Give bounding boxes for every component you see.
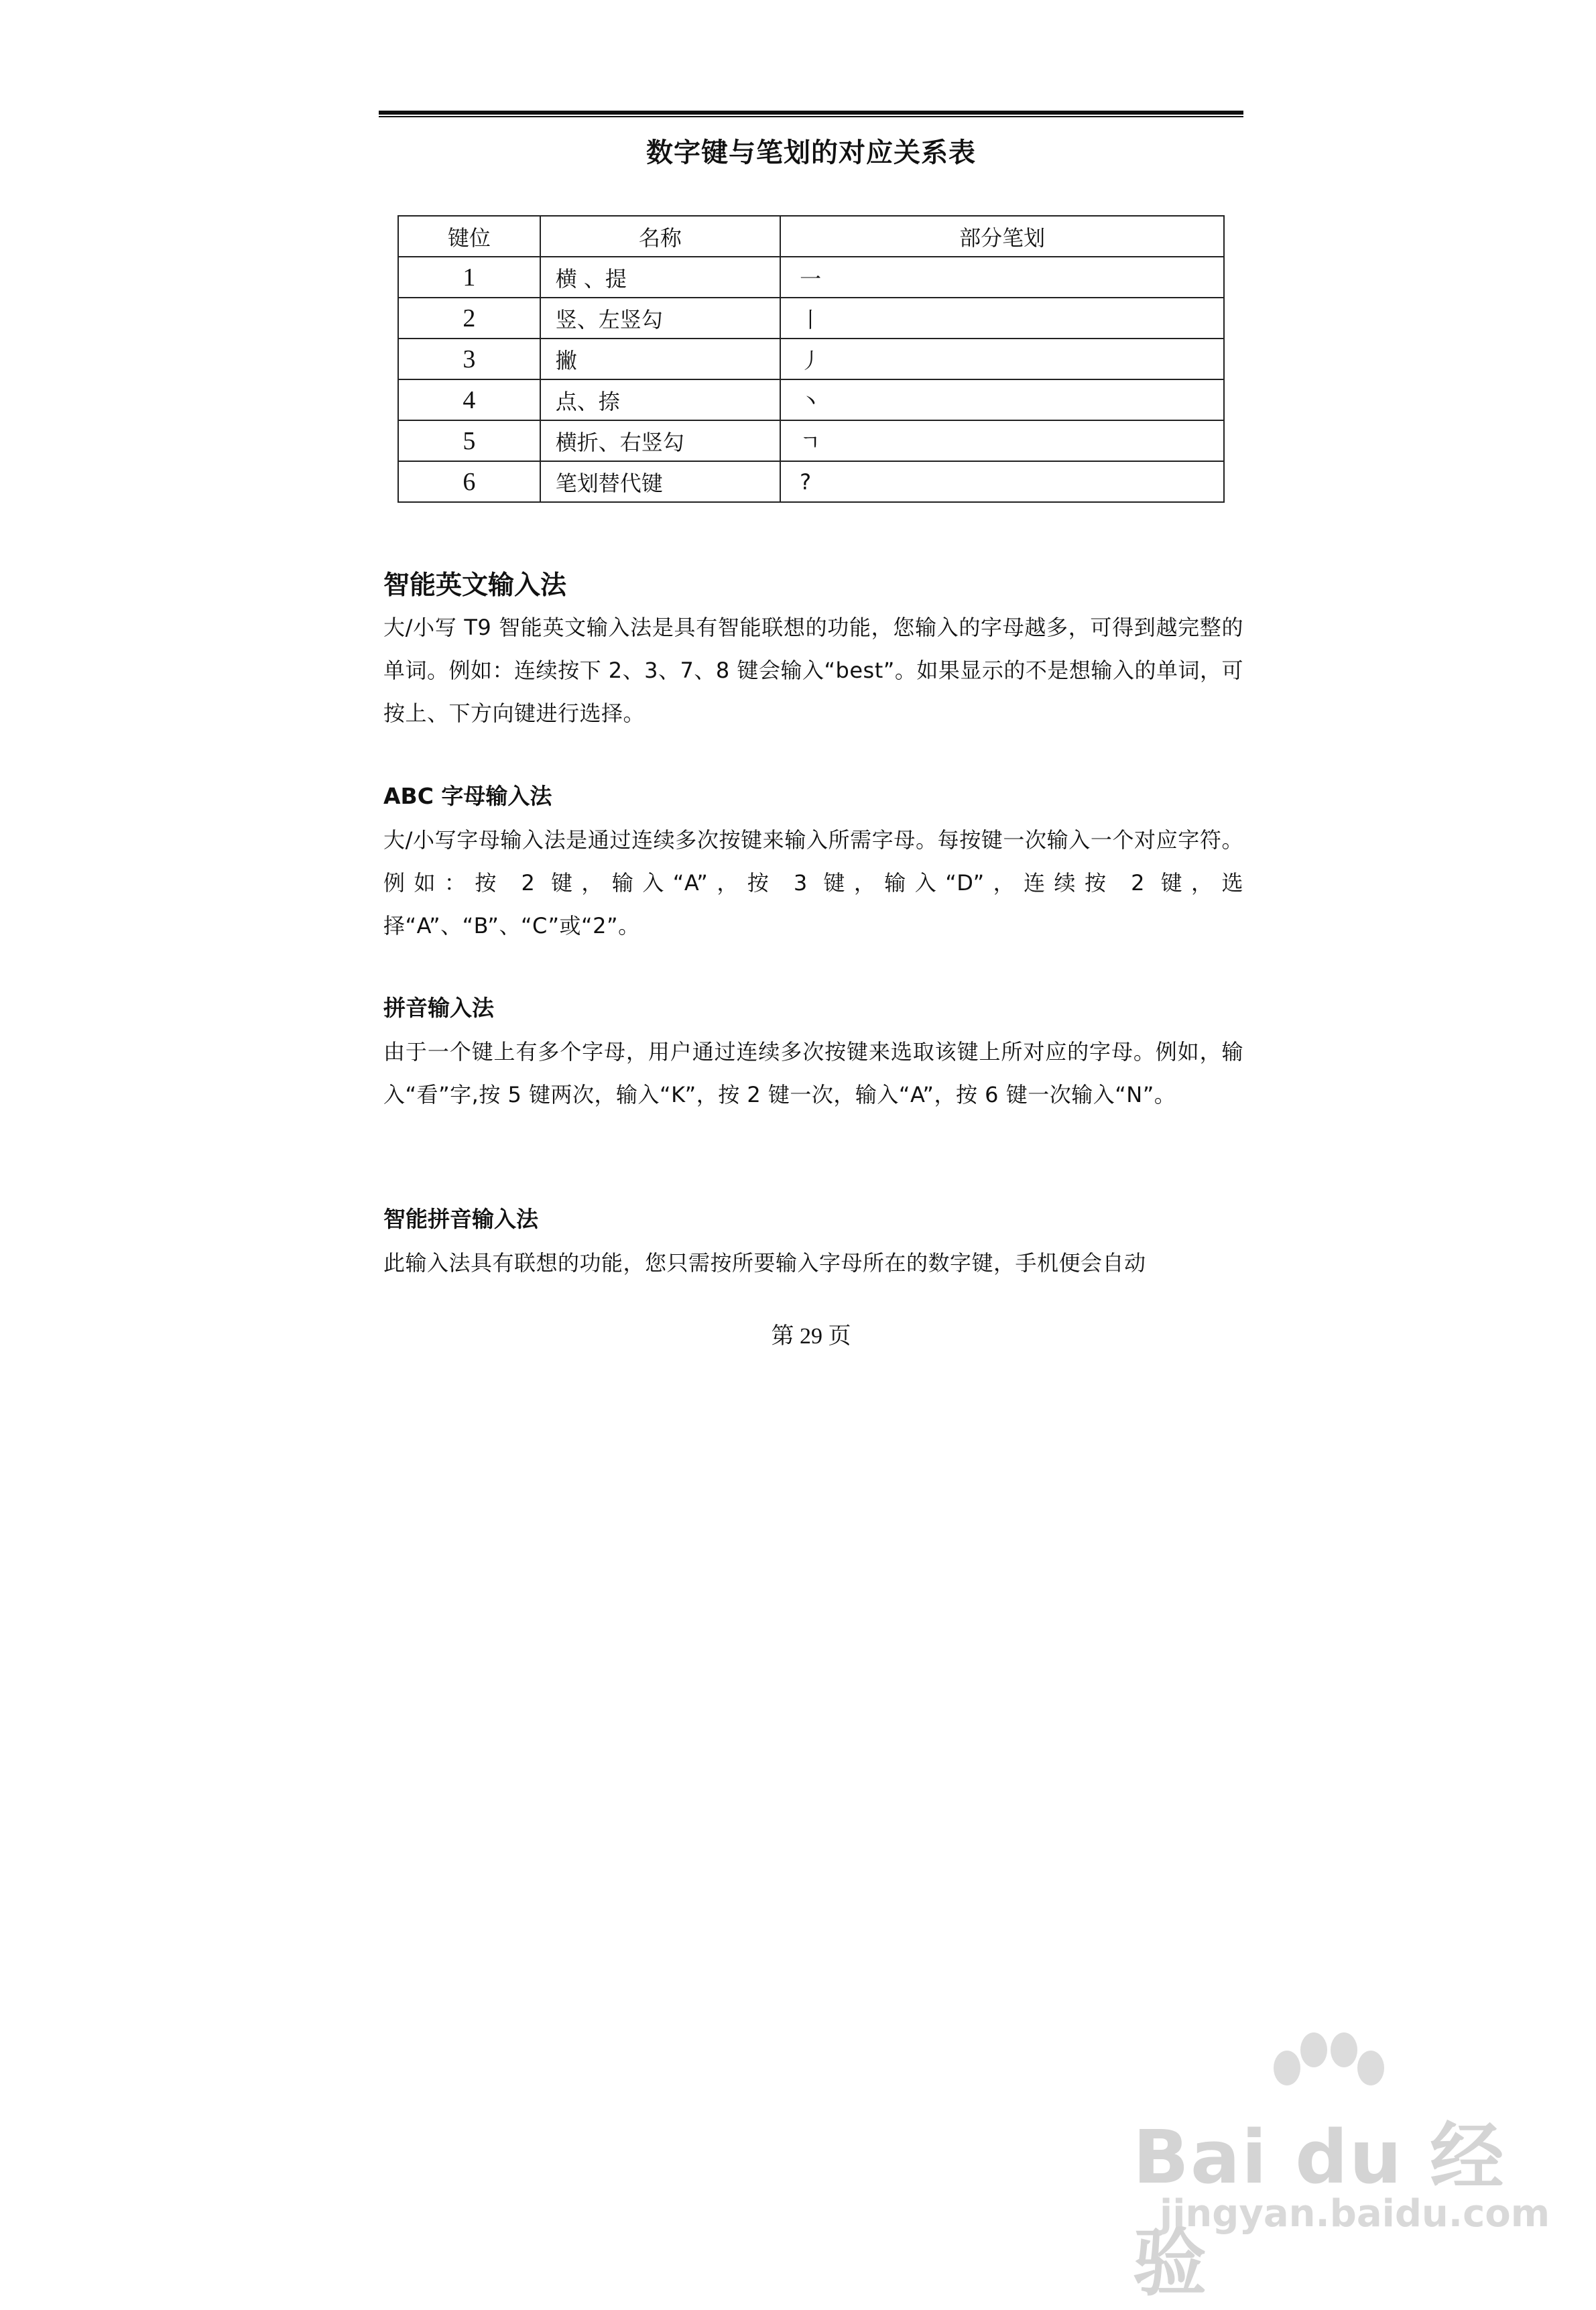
row-key: 5 bbox=[398, 420, 540, 461]
row-key: 2 bbox=[398, 298, 540, 339]
watermark-brand: Bai du 经验 bbox=[1133, 2114, 1506, 2306]
row-key: 6 bbox=[398, 461, 540, 502]
table-row bbox=[398, 298, 1224, 339]
row-stroke: ㄱ bbox=[780, 420, 1224, 461]
row-stroke: 丿 bbox=[780, 339, 1224, 379]
row-name: 笔划替代键 bbox=[540, 461, 780, 502]
paw-icon bbox=[1260, 2031, 1394, 2105]
table-row bbox=[398, 339, 1224, 379]
row-key: 4 bbox=[398, 379, 540, 420]
table-row bbox=[398, 379, 1224, 420]
section-abc bbox=[383, 779, 1243, 947]
table-row bbox=[398, 257, 1224, 298]
row-stroke: 一 bbox=[780, 257, 1224, 298]
section-smart-pinyin bbox=[383, 1202, 1243, 1284]
row-name: 横折、右竖勾 bbox=[540, 420, 780, 461]
section-heading: ABC 字母输入法 bbox=[383, 783, 552, 809]
row-name: 横 、提 bbox=[540, 257, 780, 298]
row-stroke: 丨 bbox=[780, 298, 1224, 339]
header-stroke: 部分笔划 bbox=[780, 216, 1224, 257]
row-key: 1 bbox=[398, 257, 540, 298]
section-heading: 智能英文输入法 bbox=[383, 570, 567, 601]
section-heading: 智能拼音输入法 bbox=[383, 1206, 538, 1232]
row-name: 点、捺 bbox=[540, 379, 780, 420]
section-body: 大/小写字母输入法是通过连续多次按键来输入所需字母。每按键一次输入一个对应字符。例如：按 2 键，输入“A”，按 3 键，输入“D”，连续按 2 键，选择“A”、“B”、“C”或“2”。 bbox=[383, 827, 1243, 938]
section-smart-english bbox=[383, 564, 1243, 735]
section-body: 由于一个键上有多个字母，用户通过连续多次按键来选取该键上所对应的字母。例如，输入“看”字,按 5 键两次，输入“K”，按 2 键一次，输入“A”，按 6 键一次输入“N”。 bbox=[383, 1039, 1243, 1107]
stroke-mapping-table bbox=[397, 215, 1225, 503]
baidu-watermark bbox=[1133, 2031, 1550, 2306]
page-title: 数字键与笔划的对应关系表 bbox=[646, 137, 976, 168]
header-key: 键位 bbox=[398, 216, 540, 257]
row-name: 撇 bbox=[540, 339, 780, 379]
row-stroke: 丶 bbox=[780, 379, 1224, 420]
row-name: 竖、左竖勾 bbox=[540, 298, 780, 339]
row-key: 3 bbox=[398, 339, 540, 379]
table-row bbox=[398, 420, 1224, 461]
watermark-url: jingyan.baidu.com bbox=[1160, 2192, 1550, 2236]
section-pinyin bbox=[383, 991, 1243, 1116]
header-name: 名称 bbox=[540, 216, 780, 257]
section-body: 大/小写 T9 智能英文输入法是具有智能联想的功能，您输入的字母越多，可得到越完整的单词。例如：连续按下 2、3、7、8 键会输入“best”。如果显示的不是想输入的单词，可按上、下方向键进行选择。 bbox=[383, 615, 1243, 726]
row-stroke: ? bbox=[780, 461, 1224, 502]
page-number: 第 29 页 bbox=[771, 1324, 851, 1349]
top-rule bbox=[379, 111, 1243, 117]
table-row bbox=[398, 461, 1224, 502]
table-header-row bbox=[398, 216, 1224, 257]
section-heading: 拼音输入法 bbox=[383, 995, 494, 1021]
section-body: 此输入法具有联想的功能，您只需按所要输入字母所在的数字键，手机便会自动 bbox=[383, 1250, 1146, 1276]
